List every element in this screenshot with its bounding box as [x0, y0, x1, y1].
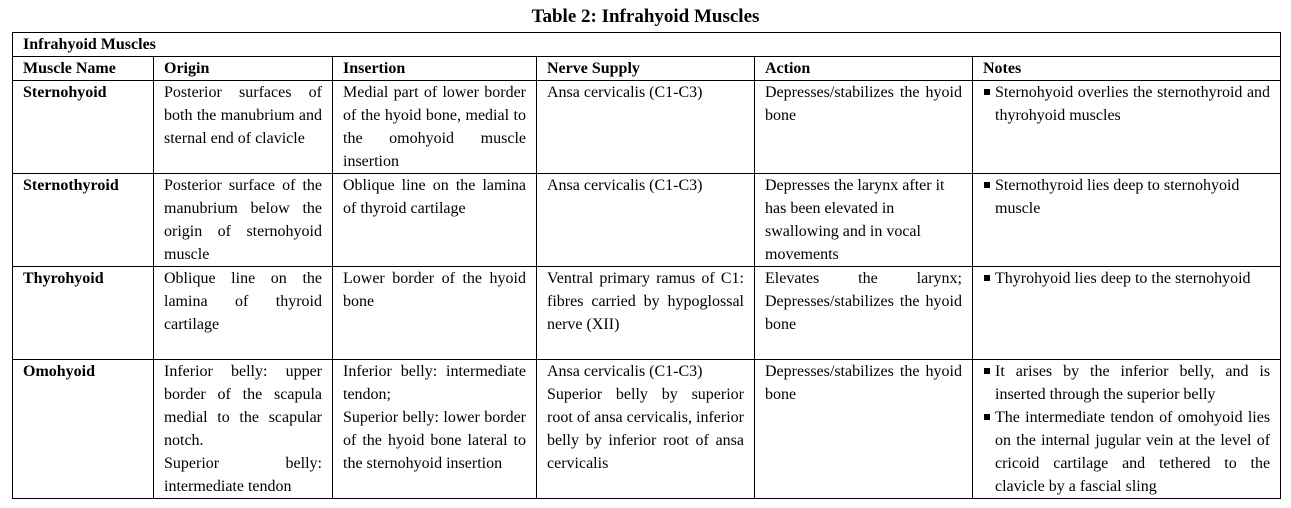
header-row	[13, 57, 1281, 81]
origin-cell: Posterior surfaces of both the manubrium and sternal end of clavicle	[154, 81, 333, 174]
note-item: Sternohyoid overlies the sternothyroid and thyrohyoid muscles	[983, 81, 1270, 127]
nerve-cell: Ventral primary ramus of C1: fibres carried by hypoglossal nerve (XII)	[537, 267, 755, 360]
action-cell: Elevates the larynx; Depresses/stabilizes the hyoid bone	[755, 267, 973, 360]
infrahyoid-table	[12, 32, 1281, 499]
table-row	[13, 360, 1281, 499]
table-row	[13, 267, 1281, 360]
origin-cell	[154, 360, 333, 499]
header-muscle-name: Muscle Name	[13, 57, 154, 81]
insertion-cell: Oblique line on the lamina of thyroid cartilage	[333, 174, 537, 267]
nerve-cell	[537, 360, 755, 499]
note-item: It arises by the inferior belly, and is inserted through the superior belly	[983, 360, 1270, 406]
nerve-main: Ansa cervicalis (C1-C3)	[547, 363, 703, 380]
notes-cell	[973, 174, 1281, 267]
origin-cell: Oblique line on the lamina of thyroid cartilage	[154, 267, 333, 360]
header-nerve-supply: Nerve Supply	[537, 57, 755, 81]
action-cell: Depresses the larynx after it has been elevated in swallowing and in vocal movements	[755, 174, 973, 267]
origin-cell: Posterior surface of the manubrium below the origin of sternohyoid muscle	[154, 174, 333, 267]
header-insertion: Insertion	[333, 57, 537, 81]
muscle-name: Sternohyoid	[13, 81, 154, 174]
note-item: Sternothyroid lies deep to sternohyoid muscle	[983, 174, 1270, 220]
muscle-name: Thyrohyoid	[13, 267, 154, 360]
insertion-cell: Lower border of the hyoid bone	[333, 267, 537, 360]
nerve-cell: Ansa cervicalis (C1-C3)	[537, 81, 755, 174]
table-row	[13, 174, 1281, 267]
note-item: Thyrohyoid lies deep to the sternohyoid	[983, 267, 1270, 290]
table-title: Table 2: Infrahyoid Muscles	[531, 6, 760, 27]
action-cell: Depresses/stabilizes the hyoid bone	[755, 360, 973, 499]
muscle-name: Sternothyroid	[13, 174, 154, 267]
header-notes: Notes	[973, 57, 1281, 81]
note-item: The intermediate tendon of omohyoid lies on the internal jugular vein at the level of cricoid cartilage and tethered to the clavicle by a fascial sling	[983, 406, 1270, 498]
header-origin: Origin	[154, 57, 333, 81]
nerve-cell: Ansa cervicalis (C1-C3)	[537, 174, 755, 267]
header-action: Action	[755, 57, 973, 81]
muscle-name: Omohyoid	[13, 360, 154, 499]
insertion-cell	[333, 360, 537, 499]
notes-cell	[973, 267, 1281, 360]
nerve-detail: Superior belly by superior root of ansa cervicalis, inferior belly by inferior root of ansa cervicalis	[547, 386, 744, 472]
notes-cell	[973, 360, 1281, 499]
table-caption: Infrahyoid Muscles	[13, 33, 1281, 57]
notes-cell	[973, 81, 1281, 174]
action-cell: Depresses/stabilizes the hyoid bone	[755, 81, 973, 174]
insertion-cell: Medial part of lower border of the hyoid bone, medial to the omohyoid muscle insertion	[333, 81, 537, 174]
insertion-inferior-belly: Inferior belly: intermediate tendon;	[343, 363, 526, 403]
insertion-superior-belly: Superior belly: lower border of the hyoid bone lateral to the sternohyoid insertion	[343, 409, 526, 472]
table-row	[13, 81, 1281, 174]
origin-superior-belly: Superior belly: intermediate tendon	[164, 455, 322, 495]
origin-inferior-belly: Inferior belly: upper border of the scapula medial to the scapular notch.	[164, 363, 322, 449]
